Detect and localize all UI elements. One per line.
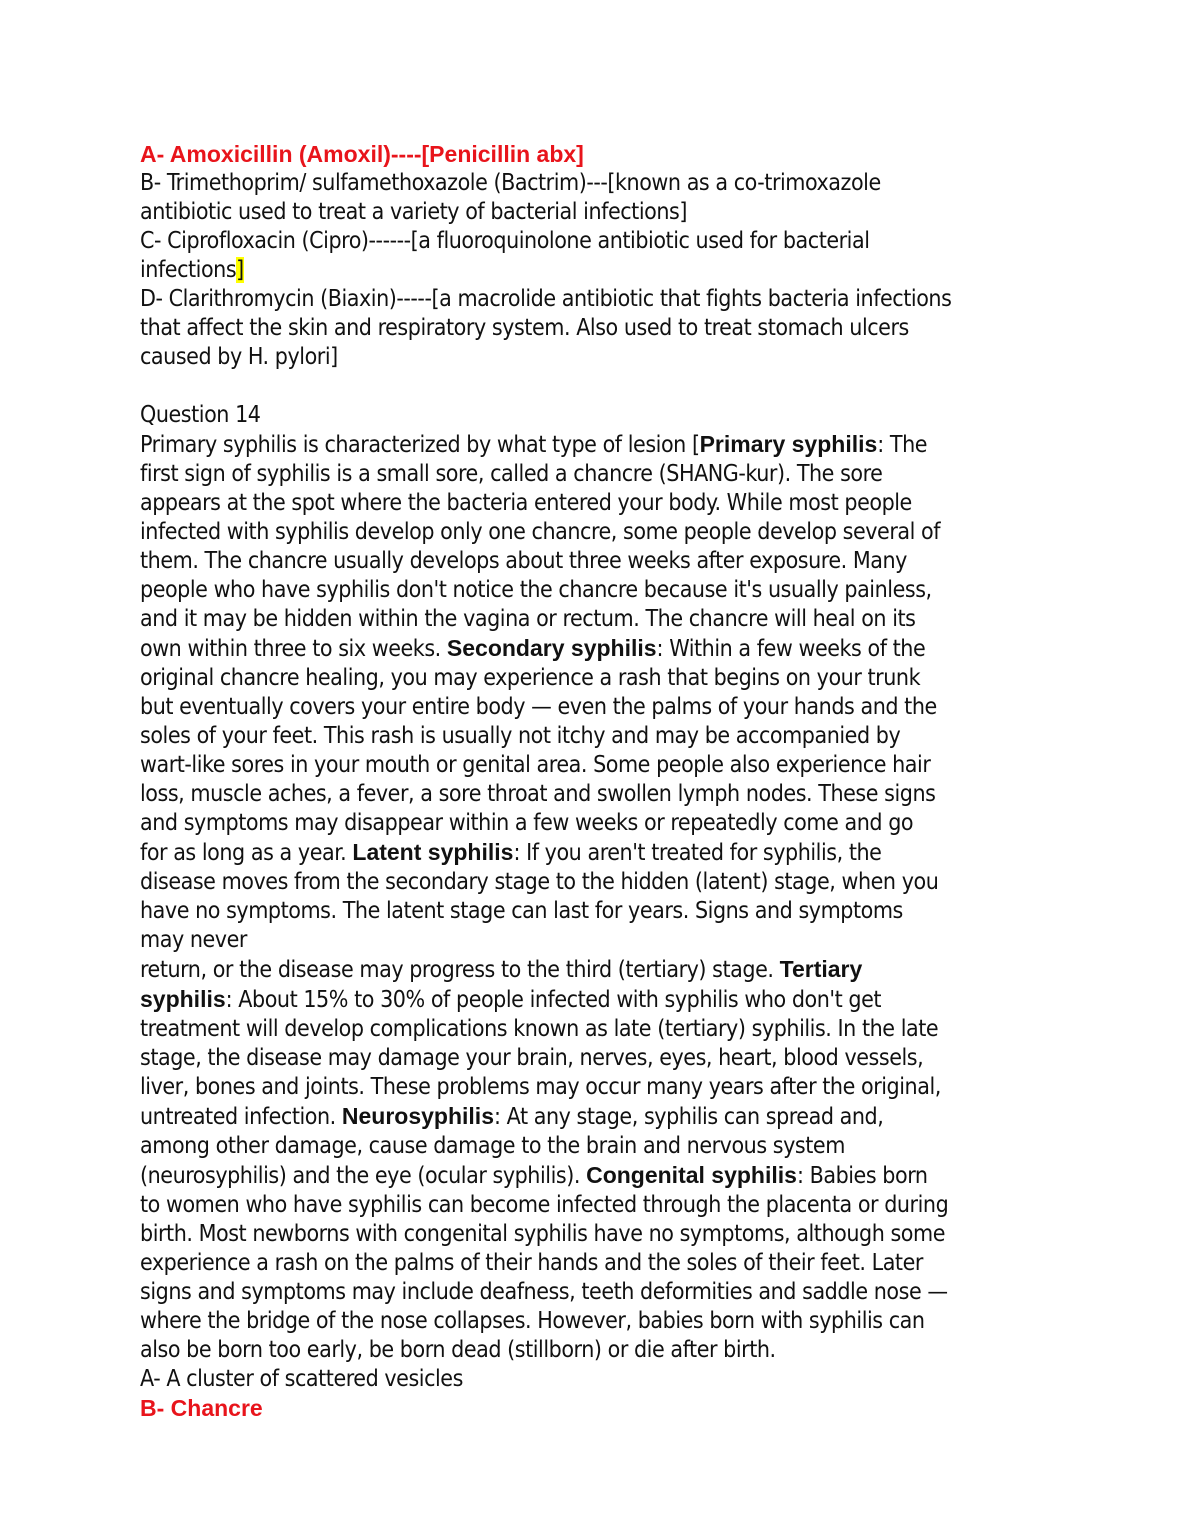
q14-line — [140, 1102, 1070, 1132]
term-secondary-syphilis: Secondary syphilis — [446, 635, 657, 661]
q13-option-d-line3: caused by H. pylori] — [140, 344, 338, 370]
q14-line: original chancre healing, you may experience a rash that begins on your trunk — [140, 665, 921, 691]
q14-text: for as long as a year. — [140, 840, 353, 866]
q14-line: and symptoms may disappear within a few weeks or repeatedly come and go — [140, 810, 914, 836]
question-14-heading: Question 14 — [140, 402, 261, 428]
q14-line: people who have syphilis don't notice the chancre because it's usually painless, — [140, 577, 932, 603]
q14-line: may never — [140, 927, 247, 953]
q14-option-b-correct: B- Chancre — [140, 1395, 263, 1421]
term-neurosyphilis: Neurosyphilis — [341, 1103, 494, 1129]
q14-line: disease moves from the secondary stage to the hidden (latent) stage, when you — [140, 869, 939, 895]
q13-option-c-text: infections — [140, 257, 237, 283]
q14-line: to women who have syphilis can become infected through the placenta or during — [140, 1192, 949, 1218]
q13-option-c-line2 — [140, 256, 1070, 285]
q14-line: stage, the disease may damage your brain, nerves, eyes, heart, blood vessels, — [140, 1045, 924, 1071]
q14-line: have no symptoms. The latent stage can last for years. Signs and symptoms — [140, 898, 903, 924]
q14-line: wart-like sores in your mouth or genital area. Some people also experience hair — [140, 752, 931, 778]
q14-line — [140, 430, 1070, 460]
q14-line: but eventually covers your entire body — even the palms of your hands and the — [140, 694, 937, 720]
q14-line — [140, 634, 1070, 664]
q14-line — [140, 955, 1070, 985]
q14-line: first sign of syphilis is a small sore, called a chancre (SHANG-kur). The sore — [140, 461, 883, 487]
q14-line: loss, muscle aches, a fever, a sore throat and swollen lymph nodes. These signs — [140, 781, 936, 807]
q13-option-d-line2: that affect the skin and respiratory system. Also used to treat stomach ulcers — [140, 315, 909, 341]
q14-text: : Babies born — [796, 1163, 928, 1189]
q14-line — [140, 1161, 1070, 1191]
q14-line: them. The chancre usually develops about three weeks after exposure. Many — [140, 548, 907, 574]
q13-option-b-line2: antibiotic used to treat a variety of bacterial infections] — [140, 199, 687, 225]
q14-text: : The — [877, 432, 928, 458]
q14-text: own within three to six weeks. — [140, 636, 447, 662]
term-primary-syphilis: Primary syphilis — [699, 431, 878, 457]
q14-text: return, or the disease may progress to the third (tertiary) stage. — [140, 957, 780, 983]
term-latent-syphilis: Latent syphilis — [352, 839, 514, 865]
q14-line: also be born too early, be born dead (stillborn) or die after birth. — [140, 1337, 776, 1363]
q14-text: untreated infection. — [140, 1104, 342, 1130]
q14-text: (neurosyphilis) and the eye (ocular syphilis). — [140, 1163, 587, 1189]
q14-line: infected with syphilis develop only one chancre, some people develop several of — [140, 519, 941, 545]
q14-text: Primary syphilis is characterized by what type of lesion [ — [140, 432, 700, 458]
document-page — [140, 140, 1070, 1423]
q14-line: birth. Most newborns with congenital syphilis have no symptoms, although some — [140, 1221, 946, 1247]
paragraph-gap — [140, 372, 1070, 401]
q14-text: : Within a few weeks of the — [656, 636, 926, 662]
q14-text: : If you aren't treated for syphilis, the — [513, 840, 882, 866]
q14-line: signs and symptoms may include deafness, teeth deformities and saddle nose — — [140, 1279, 948, 1305]
q13-option-b-line1: B- Trimethoprim/ sulfamethoxazole (Bactrim)---[known as a co-trimoxazole — [140, 170, 881, 196]
q13-option-c-line1: C- Ciprofloxacin (Cipro)------[a fluoroquinolone antibiotic used for bacterial — [140, 228, 870, 254]
q14-line: among other damage, cause damage to the brain and nervous system — [140, 1133, 845, 1159]
term-tertiary: Tertiary — [779, 956, 863, 982]
q14-line: liver, bones and joints. These problems may occur many years after the original, — [140, 1074, 941, 1100]
q14-line: soles of your feet. This rash is usually not itchy and may be accompanied by — [140, 723, 901, 749]
q14-text: : About 15% to 30% of people infected with syphilis who don't get — [225, 987, 882, 1013]
q14-text: : At any stage, syphilis can spread and, — [494, 1104, 884, 1130]
q14-line — [140, 838, 1070, 868]
q14-line: treatment will develop complications known as late (tertiary) syphilis. In the late — [140, 1016, 939, 1042]
q14-option-a: A- A cluster of scattered vesicles — [140, 1366, 463, 1392]
q14-line: where the bridge of the nose collapses. However, babies born with syphilis can — [140, 1308, 925, 1334]
q13-option-a-correct: A- Amoxicillin (Amoxil)----[Penicillin abx] — [140, 141, 584, 167]
q13-option-d-line1: D- Clarithromycin (Biaxin)-----[a macrolide antibiotic that fights bacteria infections — [140, 286, 952, 312]
highlighted-bracket: ] — [236, 257, 244, 283]
q14-line — [140, 985, 1070, 1015]
term-congenital-syphilis: Congenital syphilis — [586, 1162, 797, 1188]
q14-line: experience a rash on the palms of their hands and the soles of their feet. Later — [140, 1250, 923, 1276]
term-syphilis: syphilis — [140, 986, 226, 1012]
q14-line: and it may be hidden within the vagina or rectum. The chancre will heal on its — [140, 606, 916, 632]
q14-line: appears at the spot where the bacteria entered your body. While most people — [140, 490, 912, 516]
